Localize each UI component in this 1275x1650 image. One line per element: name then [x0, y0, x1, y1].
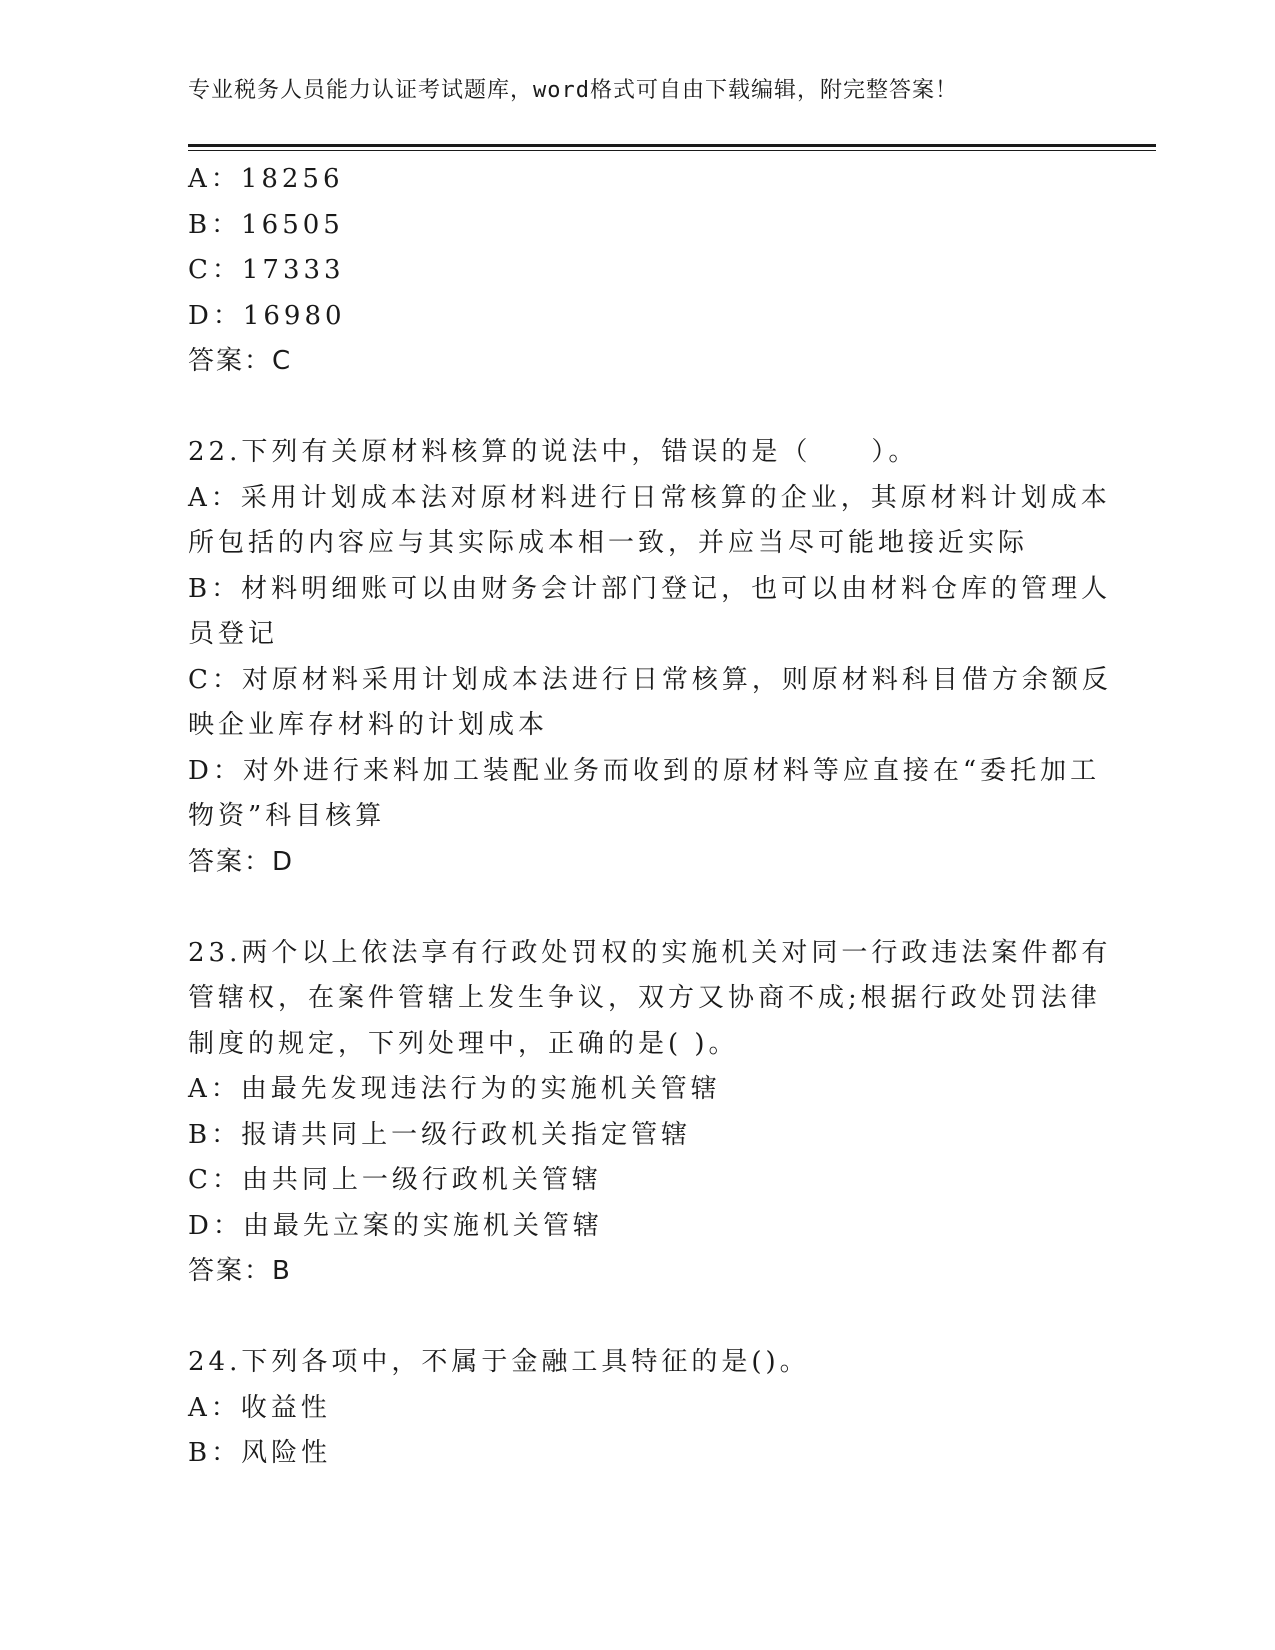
question-24: [188, 1340, 1088, 1477]
option-b: B：16505: [188, 209, 344, 240]
option-a: A：18256: [188, 164, 344, 194]
option-d-continued: 物资”科目核算: [188, 801, 386, 831]
page-header: 专业税务人员能力认证考试题库，word格式可自由下载编辑，附完整答案！: [188, 78, 958, 103]
option-c-continued: 映企业库存材料的计划成本: [188, 710, 549, 740]
spacer: [188, 1295, 1088, 1341]
option-b: B：报请共同上一级行政机关指定管辖: [188, 1119, 692, 1150]
spacer: [188, 885, 1088, 931]
option-b: B：风险性: [188, 1438, 332, 1468]
answer-line: 答案：B: [188, 1256, 292, 1286]
spacer: [188, 385, 1088, 431]
question-23: [188, 931, 1112, 1295]
question-content: [188, 157, 1112, 1477]
option-c: C：由共同上一级行政机关管辖: [188, 1165, 602, 1195]
question-stem: 24.下列各项中，不属于金融工具特征的是()。: [188, 1347, 810, 1377]
option-d: D：由最先立案的实施机关管辖: [188, 1210, 603, 1241]
option-d: D：16980: [188, 300, 346, 331]
question-stem-continued: 管辖权，在案件管辖上发生争议，双方又协商不成;根据行政处罚法律: [188, 983, 1101, 1013]
option-a-continued: 所包括的内容应与其实际成本相一致，并应当尽可能地接近实际: [188, 528, 1029, 558]
question-stem-continued: 制度的规定，下列处理中，正确的是( )。: [188, 1028, 739, 1059]
answer-line: 答案：D: [188, 846, 295, 877]
question-21-fragment: [188, 157, 1088, 385]
answer-line: 答案：C: [188, 346, 293, 376]
question-stem: 22.下列有关原材料核算的说法中，错误的是（ ）。: [188, 437, 919, 467]
option-c: C：对原材料采用计划成本法进行日常核算，则原材料科目借方余额反: [188, 664, 1112, 695]
option-b-continued: 员登记: [188, 619, 279, 649]
header-divider-thin: [188, 150, 1156, 151]
question-22: [188, 430, 1112, 885]
option-a: A：收益性: [188, 1392, 331, 1423]
option-d: D：对外进行来料加工装配业务而收到的原材料等应直接在“委托加工: [188, 755, 1101, 786]
question-stem: 23.两个以上依法享有行政处罚权的实施机关对同一行政违法案件都有: [188, 937, 1112, 968]
option-c: C：17333: [188, 255, 345, 285]
option-a: A：采用计划成本法对原材料进行日常核算的企业，其原材料计划成本: [188, 482, 1111, 513]
option-a: A：由最先发现违法行为的实施机关管辖: [188, 1074, 721, 1104]
header-divider-thick: [188, 144, 1156, 147]
option-b: B：材料明细账可以由财务会计部门登记，也可以由材料仓库的管理人: [188, 573, 1112, 604]
